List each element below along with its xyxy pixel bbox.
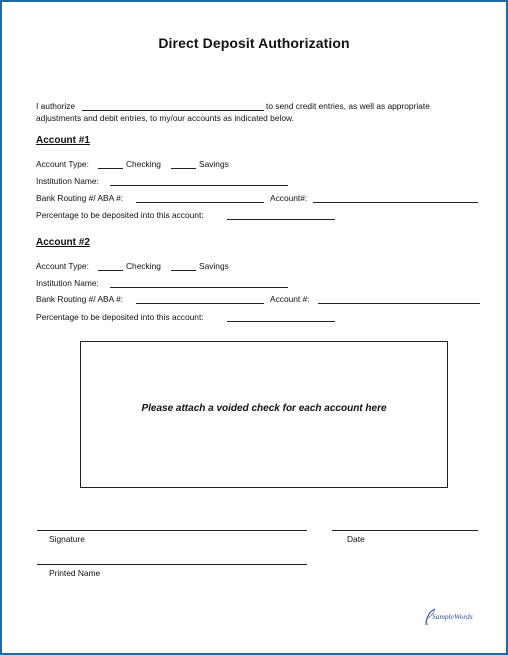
voided-check-note: Please attach a voided check for each account here	[141, 403, 387, 414]
account-2-checking-field[interactable]	[98, 270, 123, 271]
account-2-heading: Account #2	[36, 237, 90, 248]
account-1-routing-field[interactable]	[136, 202, 264, 203]
account-2-account-no-field[interactable]	[318, 303, 480, 304]
date-field[interactable]	[332, 530, 478, 531]
intro-suffix: to send credit entries, as well as appropriate	[266, 101, 430, 111]
account-2-institution-label: Institution Name:	[36, 278, 99, 288]
account-1-institution-field[interactable]	[110, 185, 288, 186]
account-2-savings-field[interactable]	[171, 270, 196, 271]
printed-name-field[interactable]	[37, 564, 307, 565]
samplewords-logo	[423, 608, 483, 628]
account-1-savings-field[interactable]	[171, 168, 196, 169]
account-2-account-no-label: Account #:	[270, 294, 310, 304]
account-1-heading: Account #1	[36, 135, 90, 146]
account-2-checking-label: Checking	[126, 261, 161, 271]
authorized-party-field[interactable]	[82, 110, 264, 111]
account-1-percentage-label: Percentage to be deposited into this account:	[36, 210, 204, 220]
account-2-type-label: Account Type:	[36, 261, 89, 271]
account-1-account-no-label: Account#:	[270, 193, 308, 203]
account-1-routing-label: Bank Routing #/ ABA #:	[36, 193, 124, 203]
signature-field[interactable]	[37, 530, 307, 531]
signature-label: Signature	[49, 534, 85, 544]
account-2-percentage-label: Percentage to be deposited into this account:	[36, 312, 204, 322]
account-2-routing-field[interactable]	[136, 303, 264, 304]
page-title: Direct Deposit Authorization	[158, 35, 350, 51]
logo-text: SampleWords	[432, 612, 473, 621]
intro-line-2: adjustments and debit entries, to my/our accounts as indicated below.	[36, 113, 294, 123]
intro-prefix: I authorize	[36, 101, 76, 111]
account-1-checking-field[interactable]	[98, 168, 123, 169]
account-2-routing-label: Bank Routing #/ ABA #:	[36, 294, 124, 304]
account-2-institution-field[interactable]	[110, 287, 288, 288]
account-1-type-label: Account Type:	[36, 159, 89, 169]
account-1-savings-label: Savings	[199, 159, 229, 169]
date-label: Date	[347, 534, 365, 544]
account-1-account-no-field[interactable]	[313, 202, 478, 203]
account-1-institution-label: Institution Name:	[36, 176, 99, 186]
account-1-percentage-field[interactable]	[227, 219, 335, 220]
account-2-savings-label: Savings	[199, 261, 229, 271]
printed-name-label: Printed Name	[49, 568, 101, 578]
account-2-percentage-field[interactable]	[227, 321, 335, 322]
account-1-checking-label: Checking	[126, 159, 161, 169]
voided-check-box	[80, 341, 448, 488]
